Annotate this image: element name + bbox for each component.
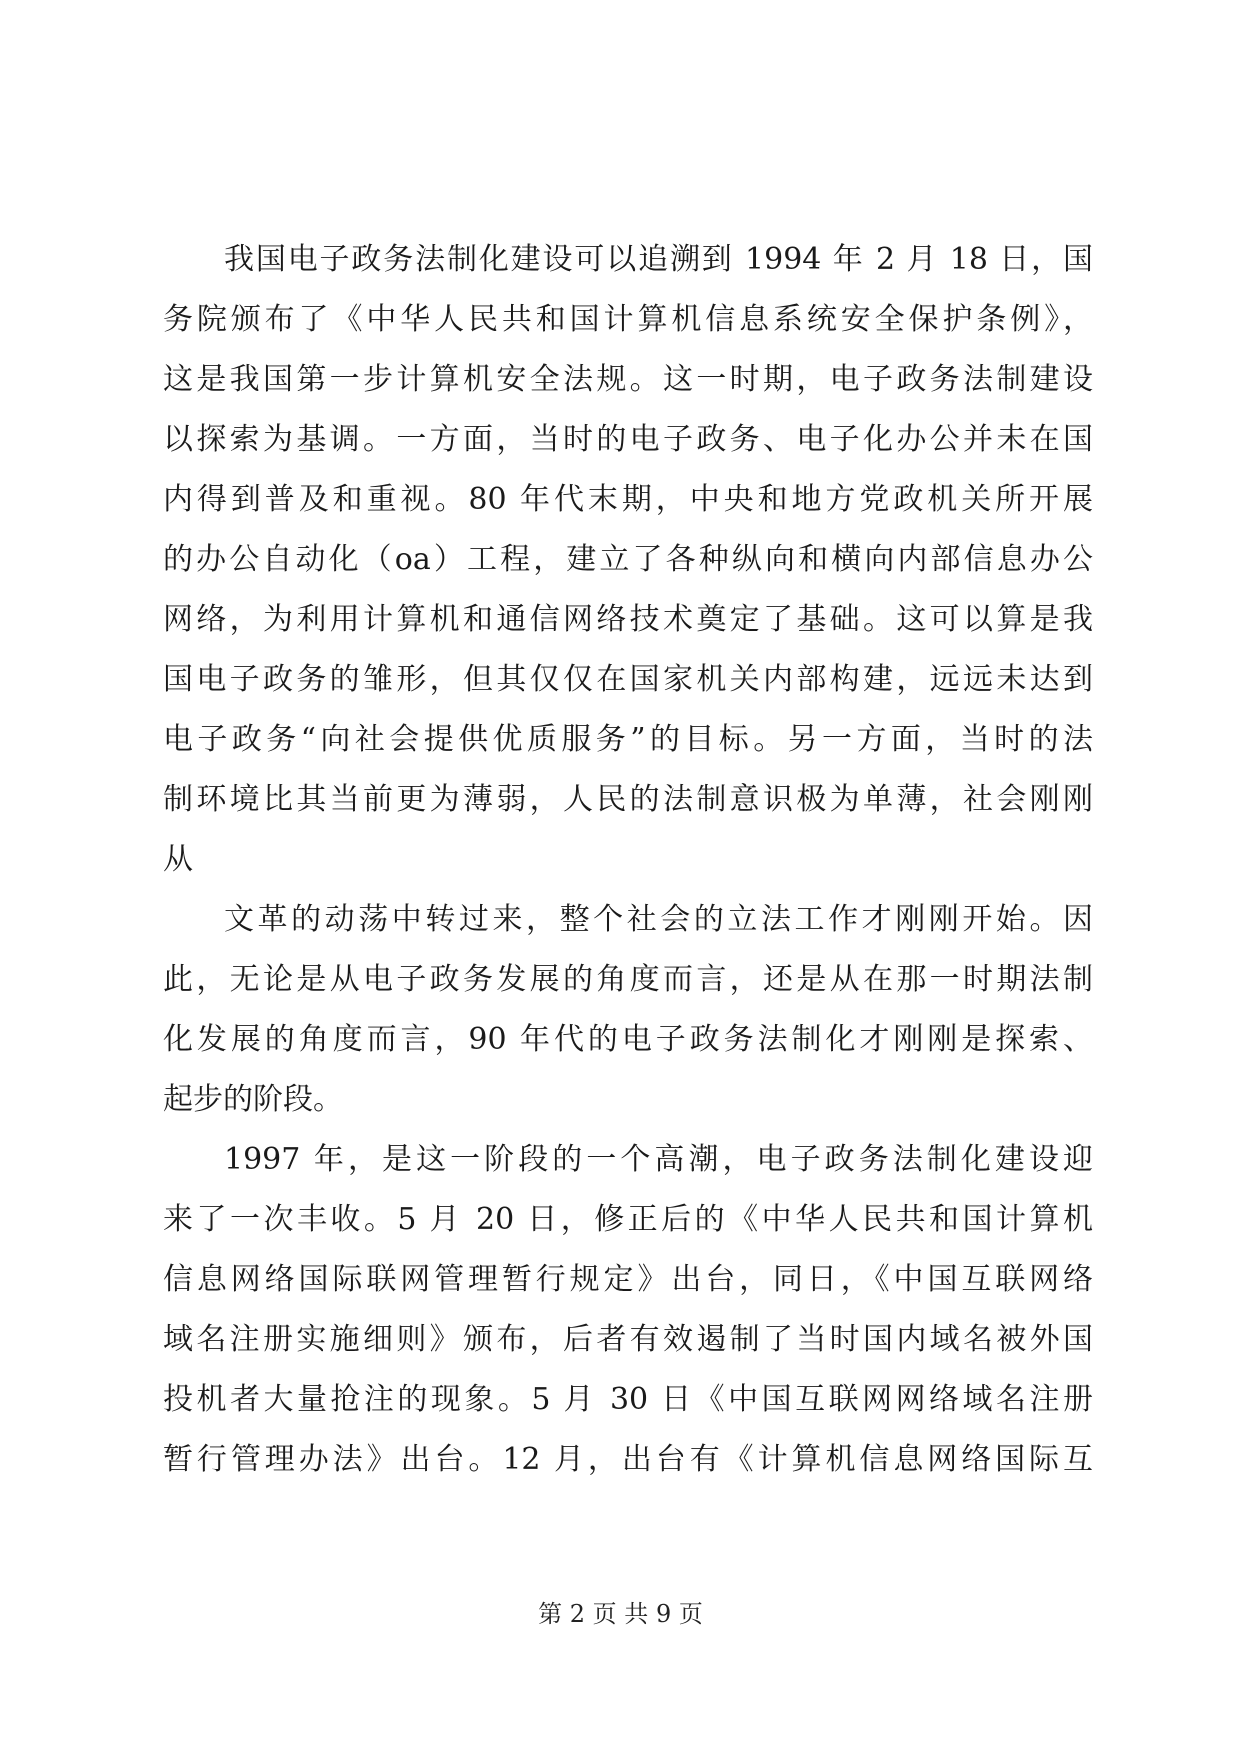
text-line: 文革的动荡中转过来，整个社会的立法工作才刚刚开始。因 [224,902,1093,937]
text-line: 电子政务“向社会提供优质服务”的目标。另一方面，当时的法 [163,722,1093,757]
text-line: 内得到普及和重视。80 年代末期，中央和地方党政机关所开展 [163,482,1093,517]
text-line: 来了一次丰收。5 月 20 日，修正后的《中华人民共和国计算机 [163,1202,1093,1237]
text-line: 起步的阶段。 [163,1082,343,1117]
text-line: 1997 年，是这一阶段的一个高潮，电子政务法制化建设迎 [224,1142,1093,1177]
text-line: 国电子政务的雏形，但其仅仅在国家机关内部构建，远远未达到 [163,662,1093,697]
text-line: 网络，为利用计算机和通信网络技术奠定了基础。这可以算是我 [163,602,1093,637]
page-footer: 第 2 页 共 9 页 [538,1600,703,1628]
text-line: 域名注册实施细则》颁布，后者有效遏制了当时国内域名被外国 [163,1322,1093,1357]
text-line: 此，无论是从电子政务发展的角度而言，还是从在那一时期法制 [163,962,1093,997]
text-line: 从 [163,842,193,877]
text-line: 化发展的角度而言，90 年代的电子政务法制化才刚刚是探索、 [163,1022,1093,1057]
text-line: 投机者大量抢注的现象。5 月 30 日《中国互联网网络域名注册 [163,1382,1093,1417]
text-line: 信息网络国际联网管理暂行规定》出台，同日，《中国互联网络 [163,1262,1093,1297]
text-line: 务院颁布了《中华人民共和国计算机信息系统安全保护条例》， [163,302,1093,337]
text-line: 以探索为基调。一方面，当时的电子政务、电子化办公并未在国 [163,422,1093,457]
text-line: 制环境比其当前更为薄弱，人民的法制意识极为单薄，社会刚刚 [163,782,1093,817]
text-line: 我国电子政务法制化建设可以追溯到 1994 年 2 月 18 日，国 [224,242,1093,277]
text-line: 暂行管理办法》出台。12 月，出台有《计算机信息网络国际互 [163,1442,1093,1477]
text-line: 的办公自动化（oa）工程，建立了各种纵向和横向内部信息办公 [163,542,1093,577]
text-line: 这是我国第一步计算机安全法规。这一时期，电子政务法制建设 [163,362,1093,397]
